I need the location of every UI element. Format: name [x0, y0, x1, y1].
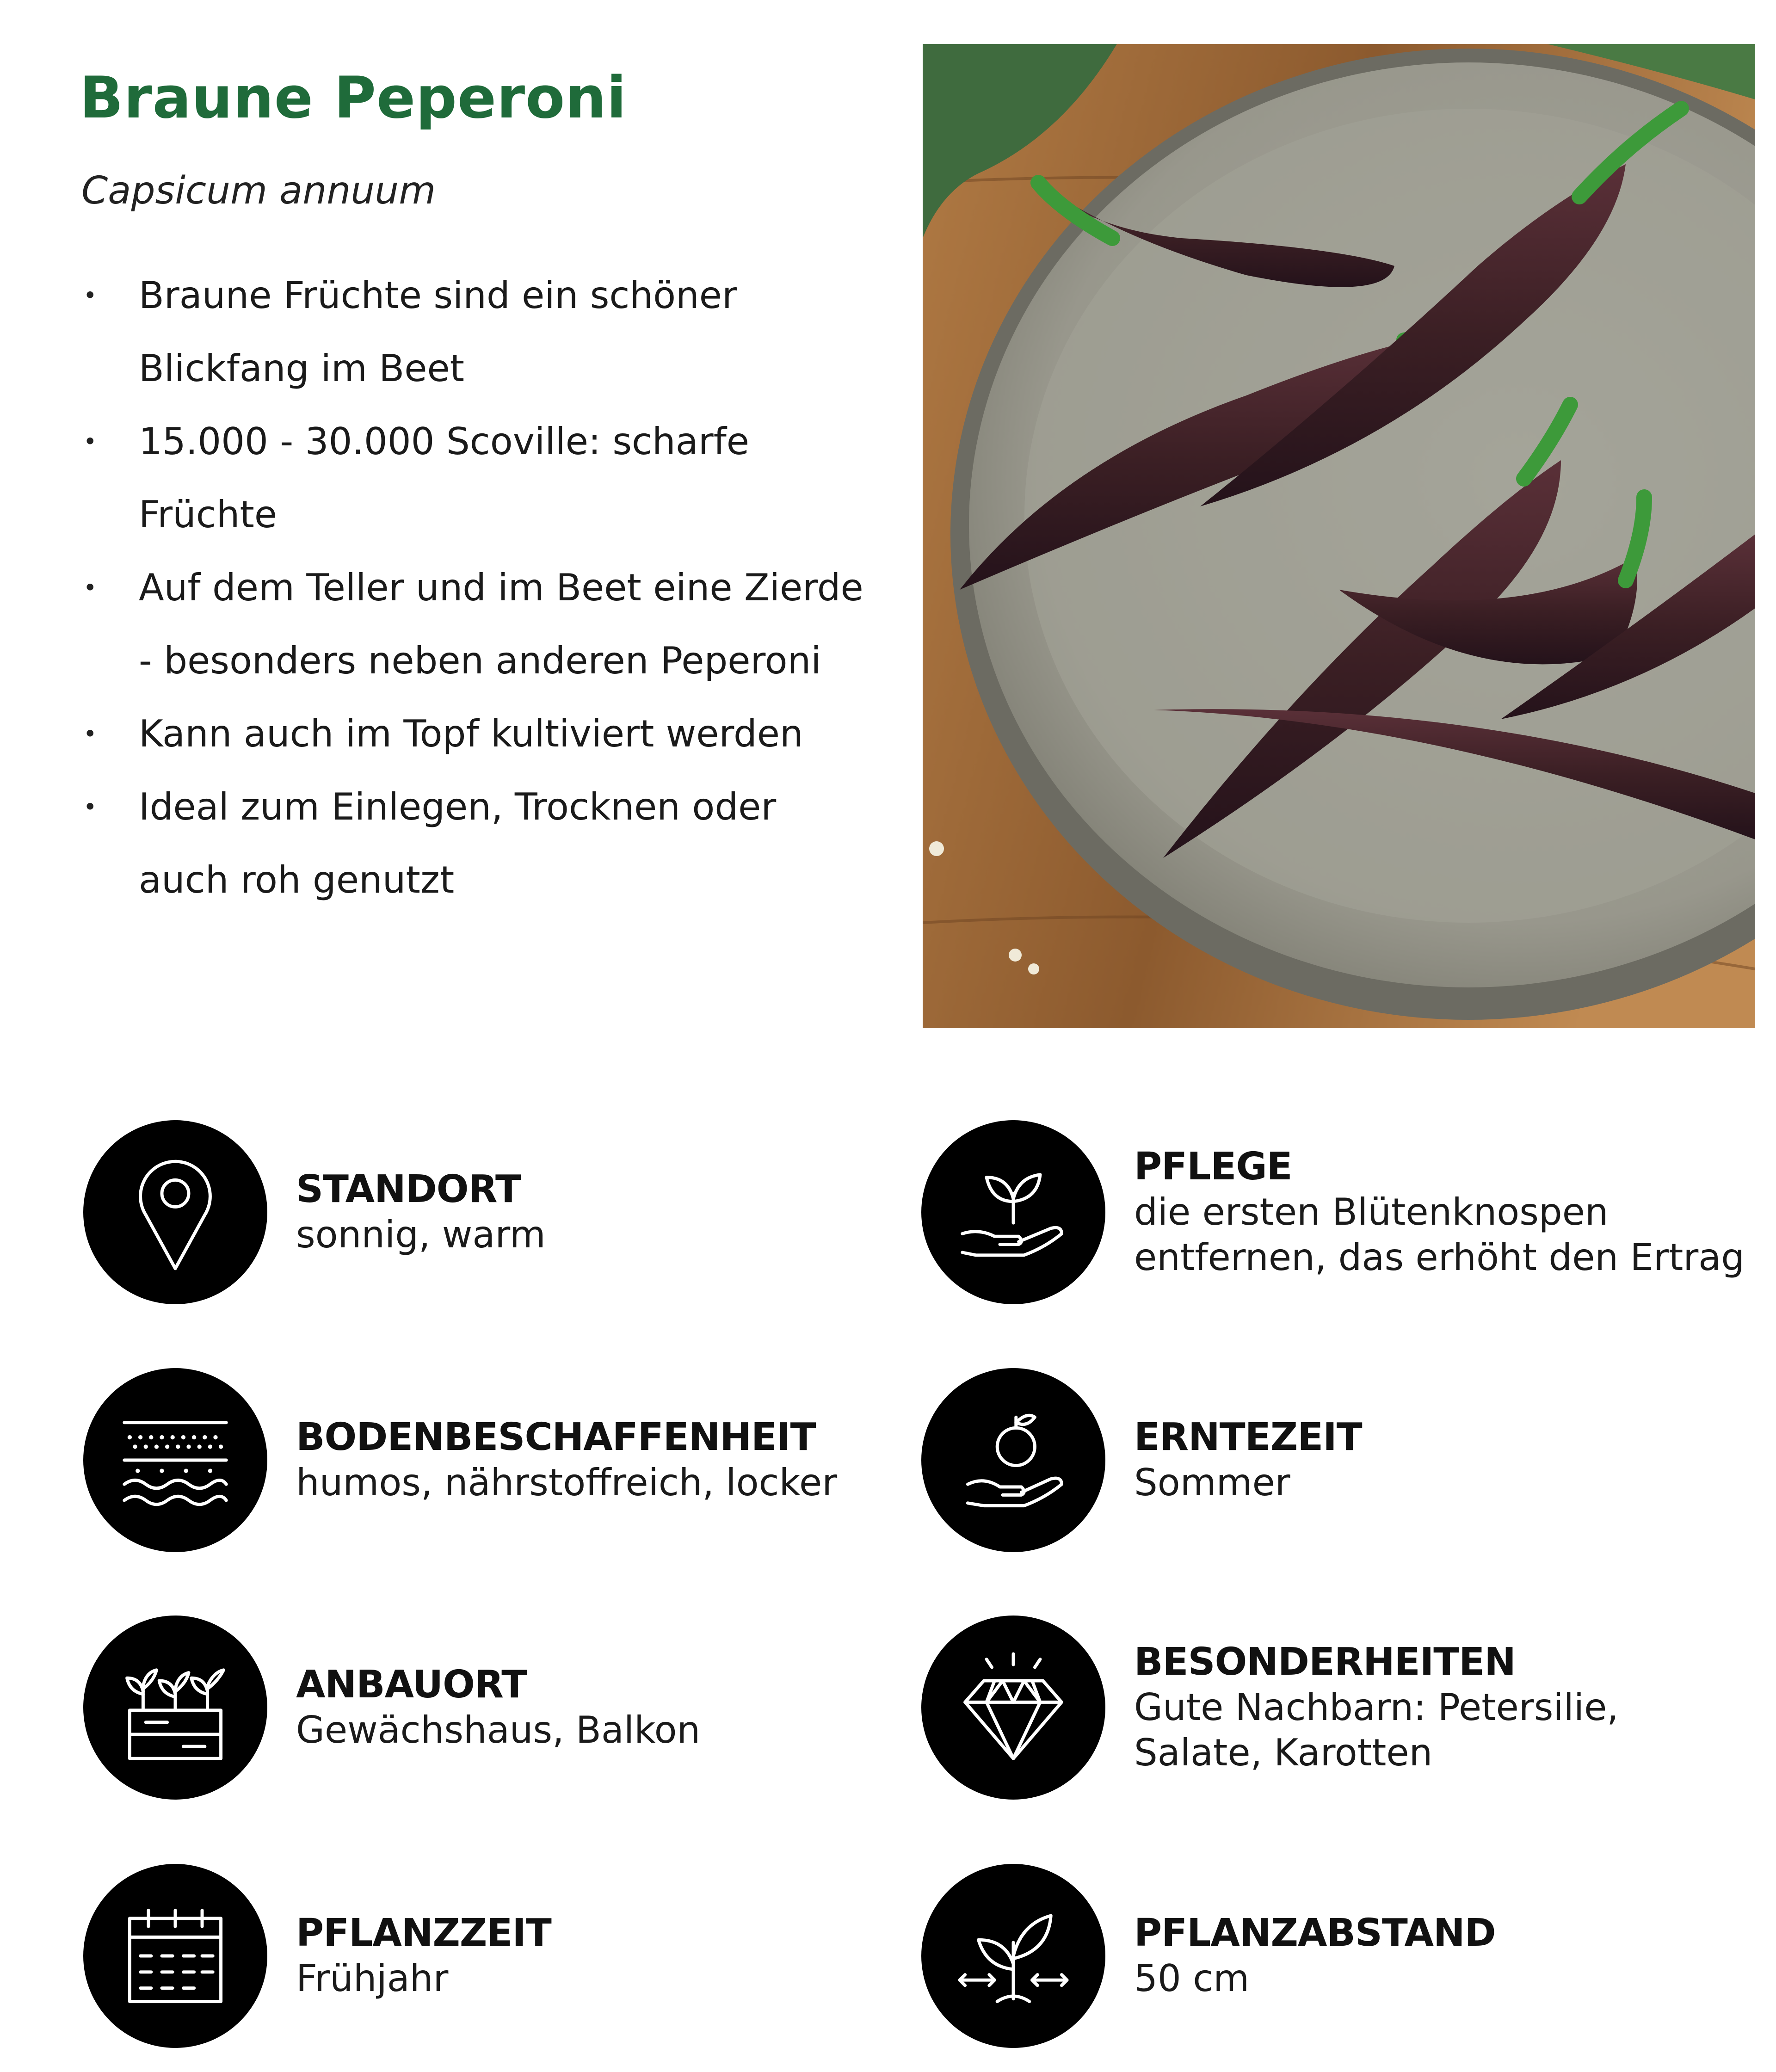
bullet-icon: • — [83, 428, 97, 455]
bullet-icon: • — [83, 721, 97, 747]
diamond-icon — [921, 1616, 1105, 1800]
info-value: sonnig, warm — [296, 1213, 546, 1256]
info-besonderheiten — [921, 1616, 1619, 1800]
bullet-icon: • — [83, 574, 97, 601]
info-label: ANBAUORT — [296, 1663, 527, 1707]
plant-spacing-icon — [921, 1864, 1105, 2048]
location-pin-icon — [83, 1120, 267, 1304]
latin-name: Capsicum annuum — [81, 169, 436, 213]
info-pflanzabstand — [921, 1864, 1496, 2048]
feature-item: • Kann auch im Topf kultiviert werden — [80, 697, 875, 771]
calendar-icon — [83, 1864, 267, 2048]
info-value: Sommer — [1134, 1461, 1290, 1504]
hand-sprout-icon — [921, 1120, 1105, 1304]
feature-item: • Braune Früchte sind ein schöner Blickfang im Beet — [80, 259, 875, 405]
info-value: Gewächshaus, Balkon — [296, 1708, 701, 1751]
info-label: STANDORT — [296, 1167, 521, 1211]
info-pflanzzeit — [83, 1864, 551, 2048]
bullet-icon: • — [83, 282, 97, 309]
feature-item: • 15.000 - 30.000 Scoville: scharfe Früchte — [80, 405, 875, 551]
feature-item: • Auf dem Teller und im Beet eine Zierde - besonders neben anderen Peperoni — [80, 551, 875, 697]
feature-item: • Ideal zum Einlegen, Trocknen oder auch roh genutzt — [80, 771, 875, 917]
info-label: BESONDERHEITEN — [1134, 1640, 1516, 1684]
product-title: Braune Peperoni — [80, 65, 627, 131]
info-label: BODENBESCHAFFENHEIT — [296, 1415, 816, 1459]
info-label: PFLEGE — [1134, 1145, 1292, 1189]
info-label: PFLANZZEIT — [296, 1911, 551, 1955]
hand-fruit-icon — [921, 1368, 1105, 1552]
info-value: Gute Nachbarn: Petersilie, Salate, Karotten — [1134, 1686, 1619, 1774]
info-label: PFLANZABSTAND — [1134, 1911, 1496, 1955]
soil-layers-icon — [83, 1368, 267, 1552]
info-pflege — [921, 1120, 1745, 1304]
info-label: ERNTEZEIT — [1134, 1415, 1362, 1459]
info-bodenbeschaffenheit — [83, 1368, 837, 1552]
info-value: 50 cm — [1134, 1957, 1250, 2000]
info-anbauort — [83, 1616, 700, 1800]
info-value: die ersten Blütenknospen entfernen, das erhöht den Ertrag — [1134, 1190, 1745, 1279]
info-erntezeit — [921, 1368, 1362, 1552]
info-value: humos, nährstoffreich, locker — [296, 1461, 838, 1504]
info-standort — [83, 1120, 546, 1304]
planter-box-icon — [83, 1616, 267, 1800]
info-value: Frühjahr — [296, 1957, 449, 2000]
bullet-icon: • — [83, 794, 97, 820]
